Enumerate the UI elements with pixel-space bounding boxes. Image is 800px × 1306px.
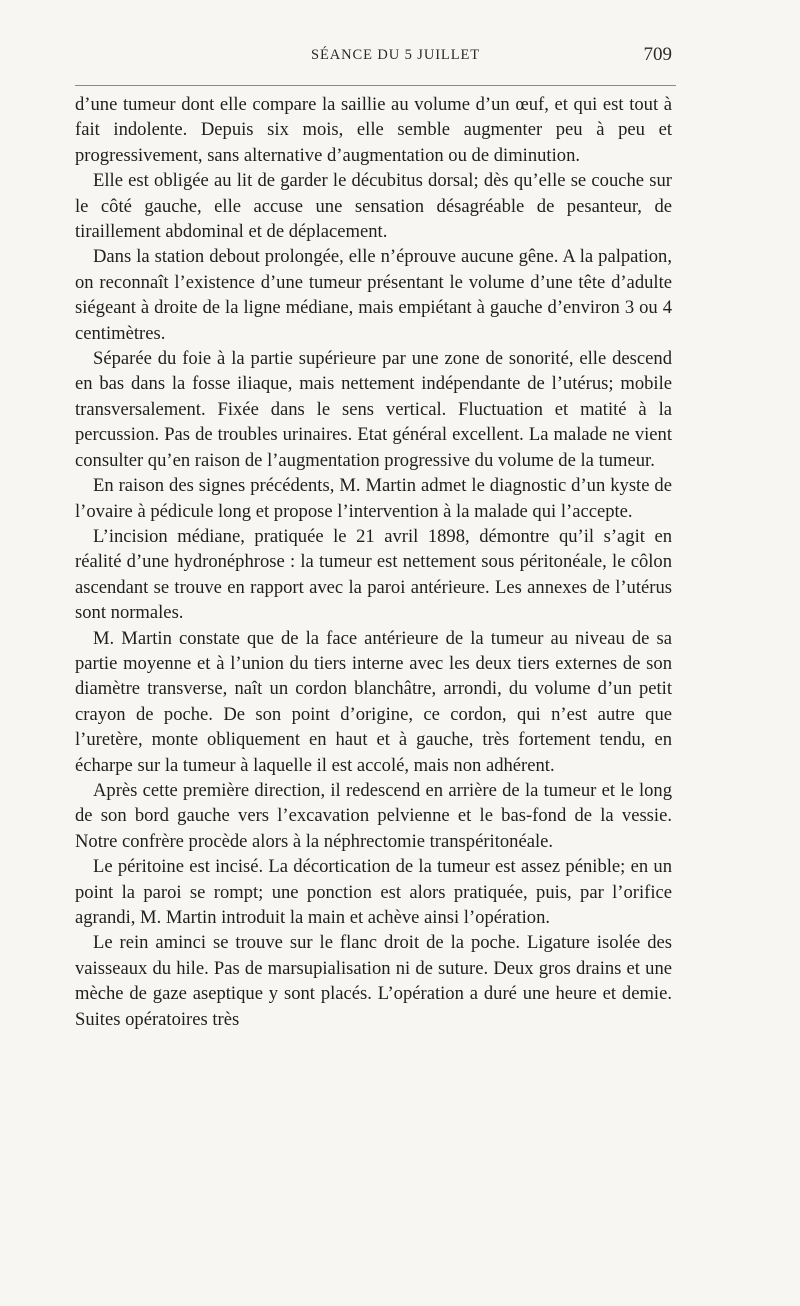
paragraph-1: d’une tumeur dont elle compare la saillie au volume d’un œuf, et qui est tout à fait indolente. Depuis six mois, elle semble augmenter peu à peu et progressivement, sans alternative d’augmentation ou de diminution. — [75, 94, 672, 166]
paragraph-8: Après cette première direction, il redescend en arrière de la tumeur et le long de son bord gauche vers l’excavation pelvienne et le bas-fond de la vessie. Notre confrère procède alors à la néphrectomie transpéritonéale. — [75, 779, 672, 852]
paragraph-5: En raison des signes précédents, M. Martin admet le diagnostic d’un kyste de l’ovaire à pédicule long et propose l’intervention à la malade qui l’accepte. — [75, 475, 672, 522]
page-number: 709 — [643, 44, 672, 65]
body-text — [75, 92, 672, 1032]
paragraph-9: Le péritoine est incisé. La décortication de la tumeur est assez pénible; en un point la paroi se rompt; une ponction est alors pratiquée, puis, par l’orifice agrandi, M. Martin introduit la main et achève ainsi l’opération. — [75, 856, 672, 928]
paragraph-4: Séparée du foie à la partie supérieure par une zone de sonorité, elle descend en bas dans la fosse iliaque, mais nettement indépendante de l’utérus; mobile transversalement. Fixée dans le sens vertical. Fluctuation et matité à la percussion. Pas de troubles urinaires. Etat général excellent. La malade ne vient consulter qu’en raison de l’augmentation progressive du volume de la tumeur. — [75, 348, 672, 471]
paragraph-7: M. Martin constate que de la face antérieure de la tumeur au niveau de sa partie moyenne et à l’union du tiers interne avec les deux tiers externes de son diamètre transverse, naît un cordon blanchâtre, arrondi, du volume d’un petit crayon de poche. De son point d’origine, ce cordon, qui n’est autre que l’uretère, monte obliquement en haut et à gauche, très fortement tendu, en écharpe sur la tumeur à laquelle il est accolé, mais non adhérent. — [75, 627, 672, 776]
paragraph-10: Le rein aminci se trouve sur le flanc droit de la poche. Ligature isolée des vaisseaux du hile. Pas de marsupialisation ni de suture. Deux gros drains et une mèche de gaze aseptique y sont placés. L’opération a duré une heure et demie. Suites opératoires très — [75, 932, 672, 1030]
paragraph-3: Dans la station debout prolongée, elle n’éprouve aucune gêne. A la palpation, on reconnaît l’existence d’une tumeur présentant le volume d’une tête d’adulte siégeant à droite de la ligne médiane, mais empiétant à gauche d’environ 3 ou 4 centimètres. — [75, 246, 672, 344]
running-head: SÉANCE DU 5 JUILLET — [311, 47, 480, 63]
page-header — [75, 44, 676, 71]
header-rule — [75, 85, 676, 86]
paragraph-6: L’incision médiane, pratiquée le 21 avril 1898, démontre qu’il s’agit en réalité d’une hydronéphrose : la tumeur est nettement sous péritonéale, le côlon ascendant se trouve en rapport avec la paroi antérieure. Les annexes de l’utérus sont normales. — [75, 525, 672, 624]
paragraph-2: Elle est obligée au lit de garder le décubitus dorsal; dès qu’elle se couche sur le côté gauche, elle accuse une sensation désagréable de pesanteur, de tiraillement abdominal et de déplacement. — [75, 170, 672, 243]
